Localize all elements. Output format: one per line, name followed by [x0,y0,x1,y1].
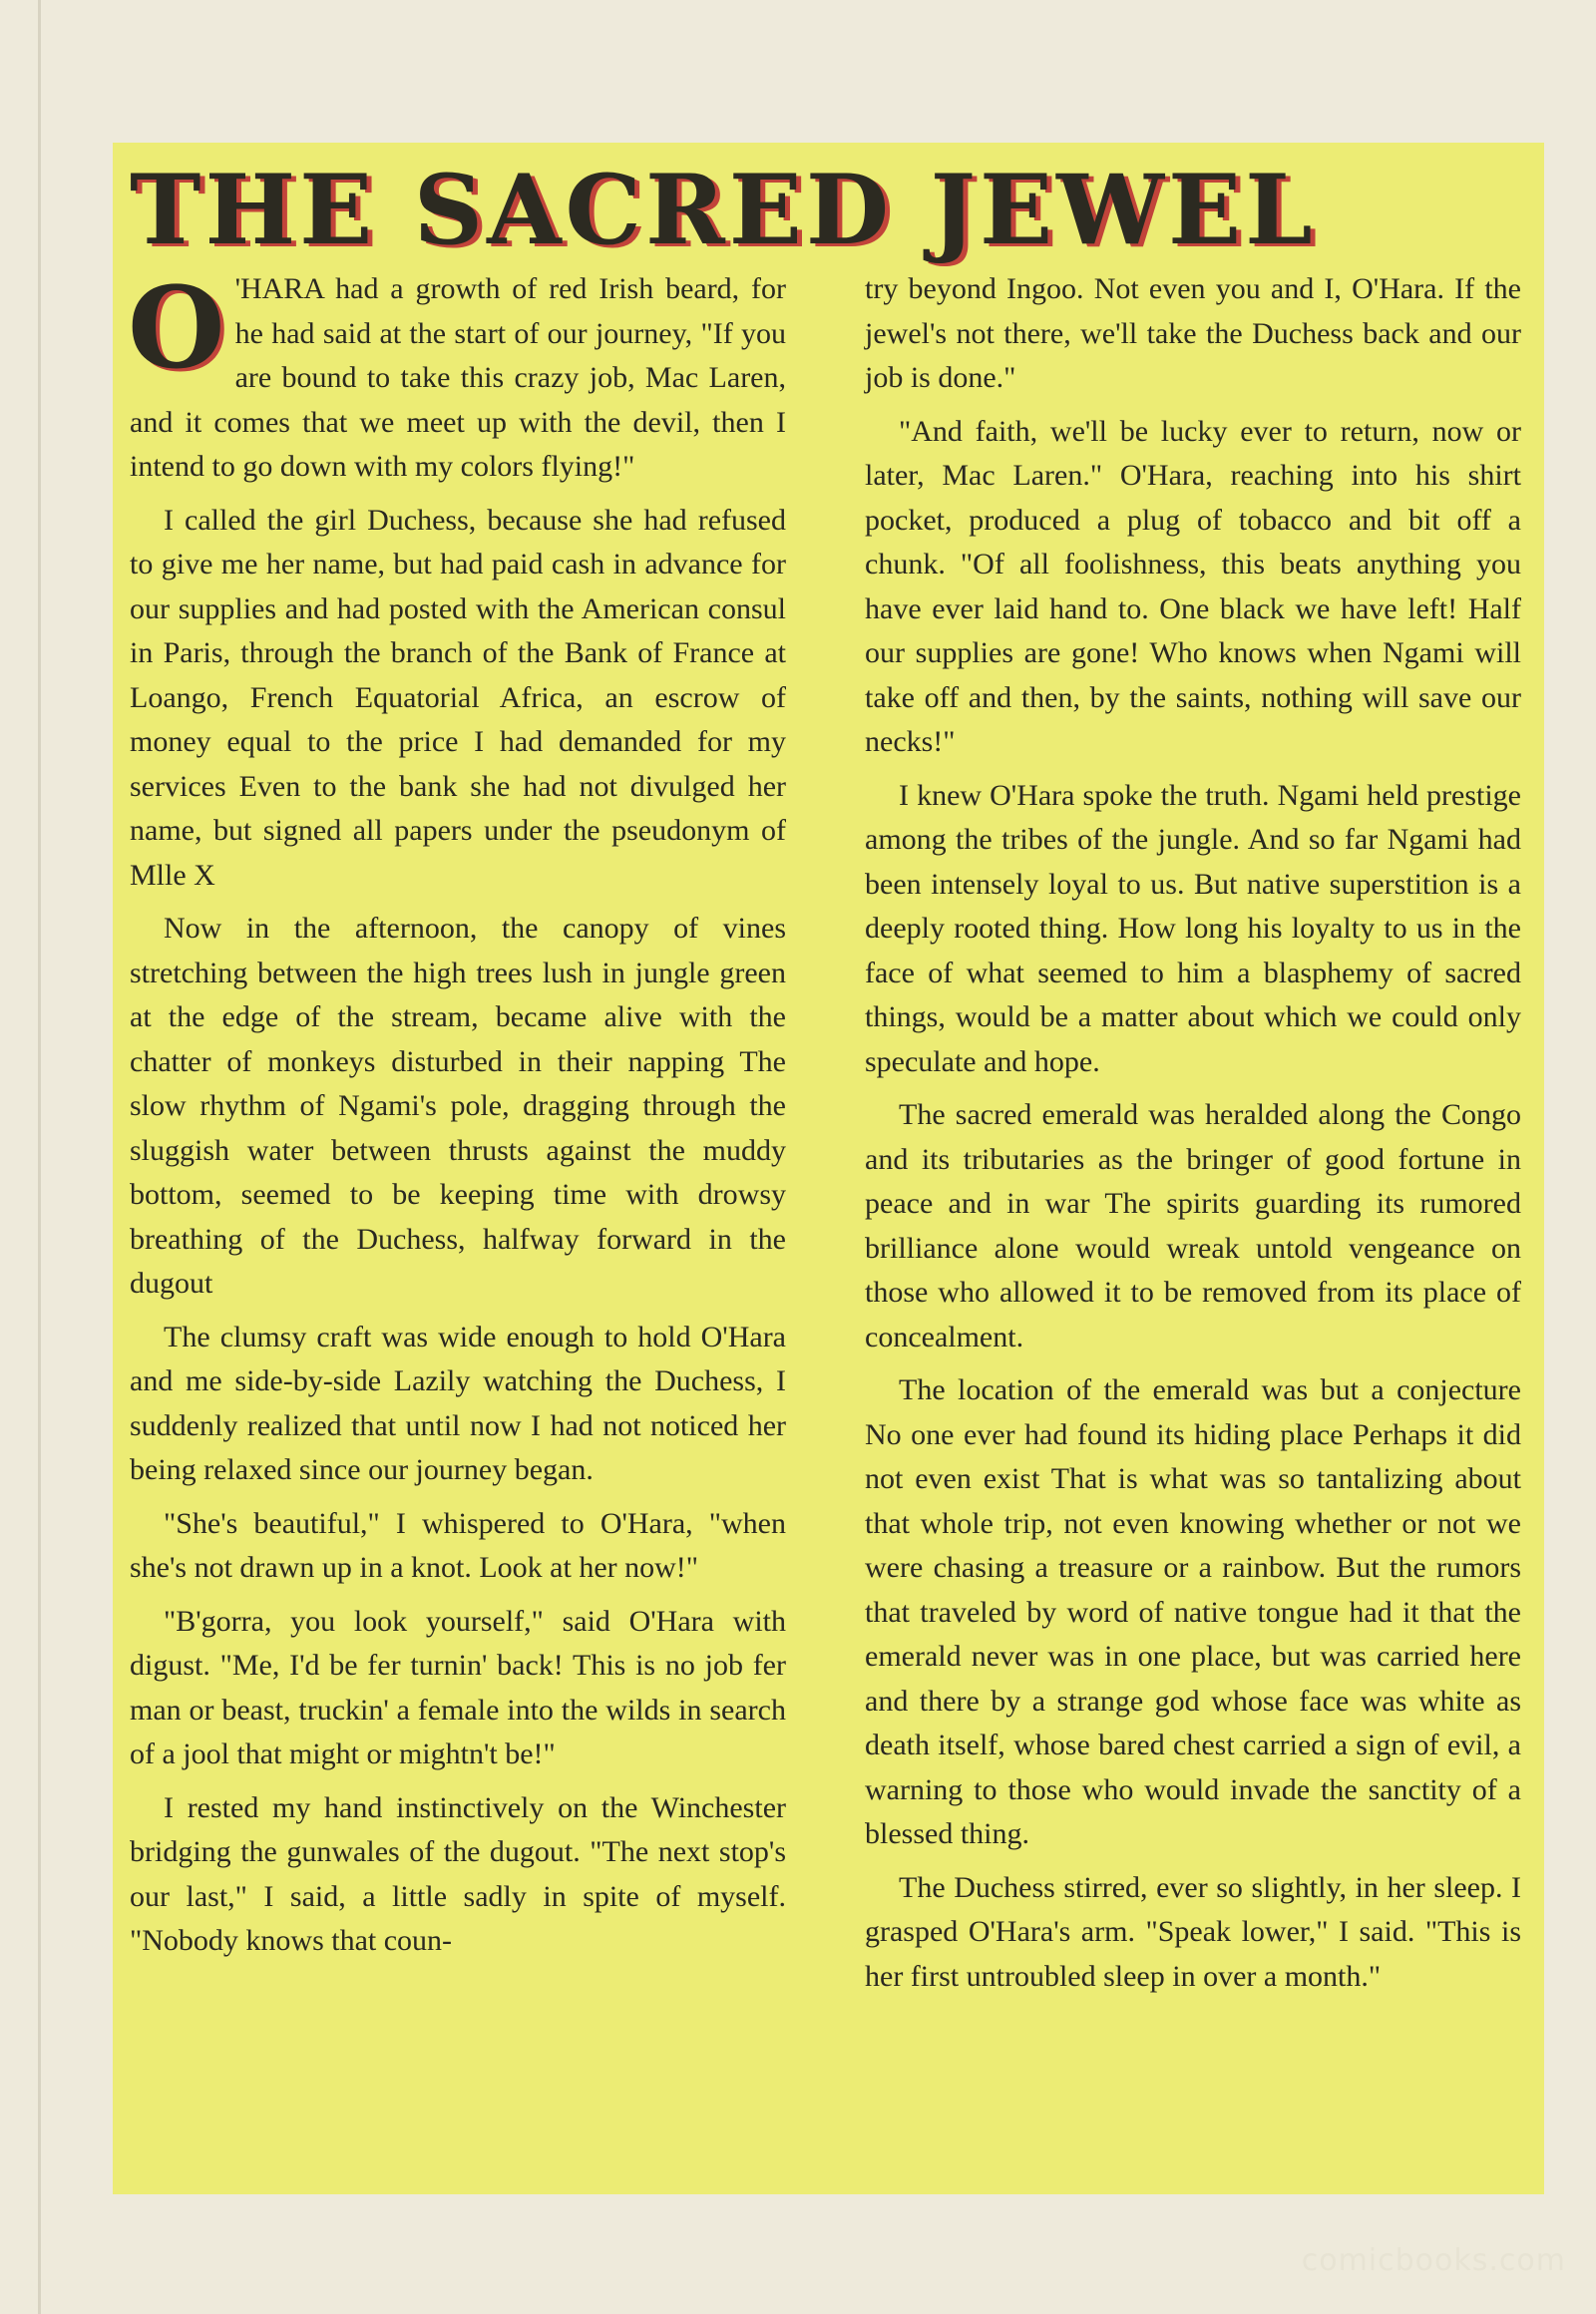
paragraph-text: 'HARA had a growth of red Irish beard, for he had said at the start of our journey, "If you are bound to take this crazy job, Mac Laren, and it comes that we meet up with the devil, then I intend to go down with my colors flying!" [130,272,786,483]
story-title: THE SACRED JEWEL [130,154,1317,266]
paragraph: I rested my hand instinctively on the Winchester bridging the gunwales of the dugout. "The next stop's our last," I said, a little sadly in spite of myself. "Nobody knows that coun- [130,1790,786,1957]
paragraph: "B'gorra, you look yourself," said O'Hara with digust. "Me, I'd be fer turnin' back! This is no job fer man or beast, truckin' a female into the wilds in search of a jool that might or mightn't be!" [130,1604,786,1770]
paragraph: Now in the afternoon, the canopy of vines stretching between the high trees lush in jungle green at the edge of the stream, became alive with the chatter of monkeys disturbed in their napping The slow rhythm of Ngami's pole, dragging through the sluggish water between thrusts against the muddy bottom, seemed to be keeping time with drowsy breathing of the Duchess, halfway forward in the dugout [130,912,786,1300]
paragraph: I called the girl Duchess, because she had refused to give me her name, but had paid cash in advance for our supplies and had posted with the American consul in Paris, through the branch of the Bank of France at Loango, French Equatorial Africa, an escrow of money equal to the price I had demanded for my services Even to the bank she had not divulged her name, but signed all papers under the pseudonym of Mlle X [130,503,786,892]
paragraph: try beyond Ingoo. Not even you and I, O'Hara. If the jewel's not there, we'll take the Duchess back and our job is done." [865,272,1521,394]
paragraph: The location of the emerald was but a conjecture No one ever had found its hiding place Perhaps it did not even exist That is what was so tantalizing about that whole trip, not even knowing whether or not we were chasing a treasure or a rainbow. But the rumors that traveled by word of native tongue had it that the emerald never was in one place, but was carried here and there by a strange god whose face was white as death itself, whose bared chest carried a sign of evil, a warning to those who would invade the sanctity of a blessed thing. [865,1373,1521,1850]
paragraph: "And faith, we'll be lucky ever to return, now or later, Mac Laren." O'Hara, reaching into his shirt pocket, produced a plug of tobacco and bit off a chunk. "Of all foolishness, this beats anything you have ever laid hand to. One black we have left! Half our supplies are gone! Who knows when Ngami will take off and then, by the saints, nothing will save our necks!" [865,414,1521,758]
paragraph: The Duchess stirred, ever so slightly, in her sleep. I grasped O'Hara's arm. "Speak lower," I said. "This is her first untroubled sleep in over a month." [865,1870,1521,1993]
paragraph: The sacred emerald was heralded along the Congo and its tributaries as the bringer of good fortune in peace and in war The spirits guarding its rumored brilliance alone would wreak untold vengeance on those who allowed it to be removed from its place of concealment. [865,1098,1521,1353]
paragraph: "She's beautiful," I whispered to O'Hara, "when she's not drawn up in a knot. Look at her now!" [130,1506,786,1584]
text-column-left [128,263,786,2177]
text-column-right [865,267,1521,2177]
drop-cap: O [128,263,225,394]
site-watermark: comicbooks.com [1301,2243,1566,2278]
page-binding-edge [38,0,41,2314]
paragraph: The clumsy craft was wide enough to hold O'Hara and me side-by-side Lazily watching the Duchess, I suddenly realized that until now I had not noticed her being relaxed since our journey began. [130,1320,786,1486]
paragraph [128,263,786,490]
paragraph: I knew O'Hara spoke the truth. Ngami held prestige among the tribes of the jungle. And so far Ngami had been intensely loyal to us. But native superstition is a deeply rooted thing. How long his loyalty to us in the face of what seemed to him a blasphemy of sacred things, would be a matter about which we could only speculate and hope. [865,778,1521,1078]
story-columns [128,263,1521,2177]
